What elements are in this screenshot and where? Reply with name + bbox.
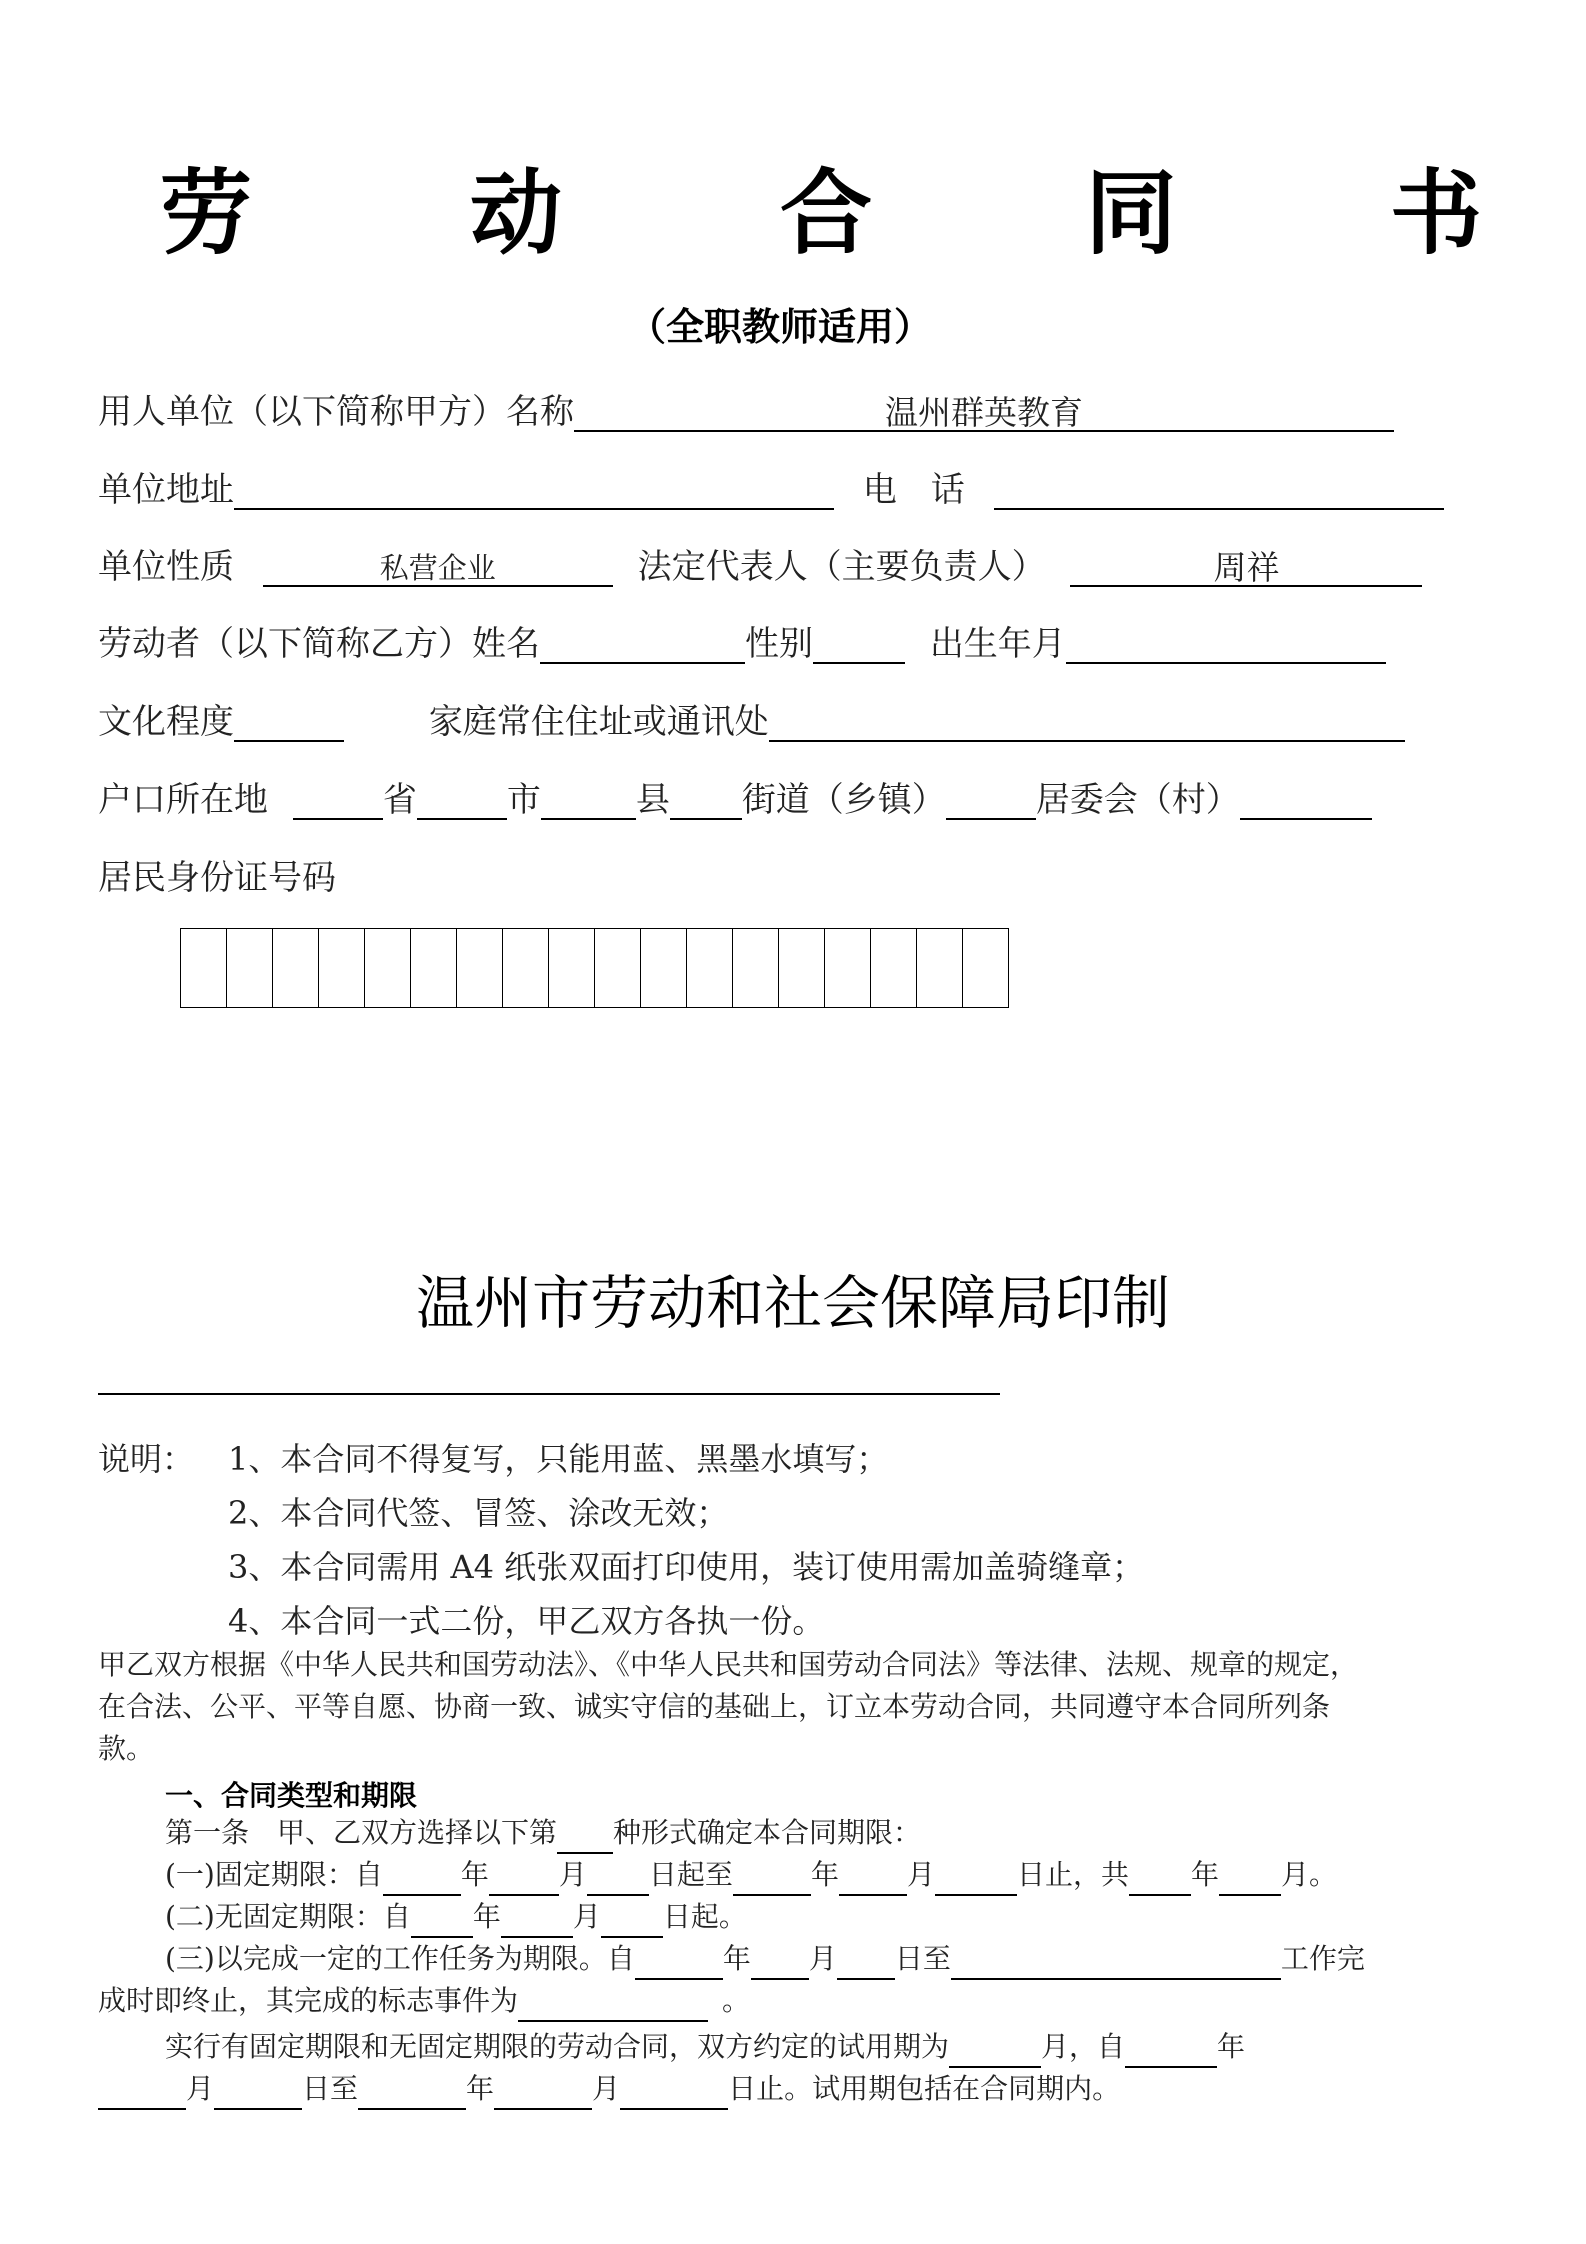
task-term-line-2 (98, 1980, 750, 2022)
id-digit-box[interactable] (779, 929, 825, 1007)
title-char: 书 (1390, 160, 1483, 267)
village-field[interactable] (1240, 782, 1372, 820)
date-field[interactable] (620, 2076, 728, 2110)
street-label: 街道（乡镇） (741, 780, 946, 820)
divider-line (98, 1393, 1000, 1395)
id-digit-box[interactable] (871, 929, 917, 1007)
date-field[interactable] (489, 1862, 559, 1896)
id-digit-box[interactable] (687, 929, 733, 1007)
date-field[interactable] (411, 1904, 473, 1938)
open-term-label: (二)无固定期限：自 (165, 1900, 411, 1933)
city-label: 市 (506, 780, 541, 820)
month-end-label: 月。 (1281, 1858, 1338, 1891)
preamble-line: 在合法、公平、平等自愿、协商一致、诚实守信的基础上，订立本劳动合同，共同遵守本合同所列条 (98, 1690, 1331, 1723)
month-label: 月 (572, 1900, 601, 1933)
street-field[interactable] (670, 782, 742, 820)
probation-label: 实行有固定期限和无固定期限的劳动合同，双方约定的试用期为 (165, 2030, 950, 2063)
probation-line-2 (98, 2068, 1120, 2110)
day-zhi-label: 日至 (894, 1942, 951, 1975)
date-field[interactable] (501, 1904, 573, 1938)
rep-label: 法定代表人（主要负责人） (637, 547, 1046, 587)
employee-name-label: 劳动者（以下简称乙方）姓名 (98, 624, 540, 664)
issuer-name: 温州市劳动和社会保障局印制 (415, 1269, 1170, 1337)
id-digit-box[interactable] (549, 929, 595, 1007)
phone-label: 电 话 (862, 470, 965, 510)
id-label-row (98, 858, 336, 898)
probation-tail: 试用期包括在合同期内。 (812, 2072, 1121, 2105)
employer-address-row (98, 470, 1444, 510)
preamble-line: 甲乙双方根据《中华人民共和国劳动法》、《中华人民共和国劳动合同法》等法律、法规、规章的规定， (98, 1648, 1359, 1681)
education-label: 文化程度 (98, 702, 234, 742)
note-item: 4、本合同一式二份，甲乙双方各执一份。 (228, 1602, 825, 1640)
probation-field[interactable] (949, 2034, 1041, 2068)
id-digit-box[interactable] (273, 929, 319, 1007)
birth-label: 出生年月 (929, 624, 1066, 664)
employer-name-field[interactable]: 温州群英教育 (574, 394, 1394, 432)
employee-name-field[interactable] (540, 626, 745, 664)
title-char: 同 (1085, 160, 1178, 267)
year-label: 年 (472, 1900, 501, 1933)
day-label: 日 (1016, 1858, 1045, 1891)
committee-label: 居委会（村） (1035, 780, 1240, 820)
notes-prefix: 说明： (98, 1440, 195, 1478)
date-field[interactable] (601, 1904, 663, 1938)
committee-field[interactable] (946, 782, 1036, 820)
id-digit-box[interactable] (411, 929, 457, 1007)
month-comma-label: 月，自 (1041, 2030, 1126, 2063)
date-field[interactable] (839, 1862, 907, 1896)
birth-field[interactable] (1066, 626, 1386, 664)
duration-field[interactable] (1219, 1862, 1281, 1896)
rep-field[interactable]: 周祥 (1070, 549, 1422, 587)
gender-label: 性别 (745, 624, 813, 664)
date-field[interactable] (214, 2076, 302, 2110)
address-field[interactable] (234, 472, 834, 510)
id-digit-box[interactable] (825, 929, 871, 1007)
year-label: 年 (1191, 1858, 1220, 1891)
home-label: 家庭常住住址或通讯处 (428, 702, 769, 742)
date-field[interactable] (98, 2076, 186, 2110)
date-field[interactable] (587, 1862, 649, 1896)
period-mark: 。 (722, 1984, 751, 2017)
title-char: 合 (780, 160, 873, 267)
date-field[interactable] (837, 1946, 895, 1980)
end-total-label: 止，共 (1044, 1858, 1129, 1891)
county-field[interactable] (541, 782, 636, 820)
id-digit-box[interactable] (365, 929, 411, 1007)
month-label: 月 (808, 1942, 837, 1975)
task-line2-label: 成时即终止，其完成的标志事件为 (98, 1984, 519, 2017)
education-row (98, 702, 1405, 742)
hukou-row (98, 780, 1372, 820)
subtitle: （全职教师适用） (627, 305, 932, 349)
hukou-label: 户口所在地 (98, 780, 268, 820)
fixed-term-label: (一)固定期限：自 (165, 1858, 383, 1891)
id-digit-box[interactable] (963, 929, 1008, 1007)
id-digit-box[interactable] (733, 929, 779, 1007)
task-done-label: 工作完 (1280, 1942, 1365, 1975)
id-label: 居民身份证号码 (98, 858, 336, 898)
task-field[interactable] (951, 1946, 1281, 1980)
month-label: 月 (558, 1858, 587, 1891)
date-field[interactable] (751, 1946, 809, 1980)
year-label: 年 (460, 1858, 489, 1891)
home-field[interactable] (769, 704, 1405, 742)
qi-label: 起 (676, 1858, 705, 1891)
phone-field[interactable] (994, 472, 1444, 510)
id-digit-box[interactable] (641, 929, 687, 1007)
id-digit-box[interactable] (181, 929, 227, 1007)
employer-nature-row (98, 547, 1422, 587)
id-digit-box[interactable] (227, 929, 273, 1007)
month-label: 月 (906, 1858, 935, 1891)
open-term-line (165, 1896, 747, 1938)
note-item: 1、本合同不得复写，只能用蓝、黑墨水填写； (228, 1440, 889, 1478)
preamble-line: 款。 (98, 1732, 155, 1765)
title-char: 劳 (160, 160, 253, 267)
month-label: 月 (186, 2072, 215, 2105)
day-zhi-label: 日至 (302, 2072, 359, 2105)
article1-text-b: 种形式确定本合同期限： (613, 1816, 922, 1849)
form-choice-field[interactable] (557, 1820, 613, 1854)
duration-field[interactable] (1129, 1862, 1191, 1896)
date-field[interactable] (383, 1862, 461, 1896)
id-digit-box[interactable] (917, 929, 963, 1007)
day-end-label: 日止。 (728, 2072, 813, 2105)
id-digit-box[interactable] (595, 929, 641, 1007)
county-label: 县 (635, 780, 670, 820)
probation-line (165, 2026, 1245, 2068)
year-label: 年 (1217, 2030, 1246, 2063)
task-term-label: (三)以完成一定的工作任务为期限。自 (165, 1942, 635, 1975)
contract-title (0, 140, 1586, 267)
year-label: 年 (722, 1942, 751, 1975)
task-term-line (165, 1938, 1365, 1980)
article-1 (165, 1812, 921, 1854)
id-digit-box[interactable] (457, 929, 503, 1007)
province-field[interactable] (293, 782, 383, 820)
id-number-boxes[interactable] (180, 928, 1009, 1008)
nature-label: 单位性质 (98, 547, 234, 587)
zhi-label: 至 (704, 1858, 733, 1891)
date-field[interactable] (935, 1862, 1017, 1896)
year-label: 年 (810, 1858, 839, 1891)
task-event-field[interactable] (518, 1988, 708, 2022)
date-field[interactable] (635, 1946, 723, 1980)
city-field[interactable] (417, 782, 507, 820)
employer-name-row (98, 392, 1394, 432)
date-field[interactable] (494, 2076, 592, 2110)
day-label: 日 (648, 1858, 677, 1891)
employee-row (98, 624, 1386, 664)
article1-text-a: 第一条 甲、乙双方选择以下第 (165, 1816, 558, 1849)
title-char: 动 (470, 160, 563, 267)
note-item: 3、本合同需用 A4 纸张双面打印使用，装订使用需加盖骑缝章； (228, 1548, 1145, 1586)
address-label: 单位地址 (98, 470, 234, 510)
date-field[interactable] (358, 2076, 466, 2110)
note-item: 2、本合同代签、冒签、涂改无效； (228, 1494, 729, 1532)
id-digit-box[interactable] (319, 929, 365, 1007)
day-qi-label: 日起。 (662, 1900, 747, 1933)
employer-name-label: 用人单位（以下简称甲方）名称 (98, 392, 574, 432)
date-field[interactable] (1125, 2034, 1217, 2068)
nature-field[interactable]: 私营企业 (263, 549, 613, 587)
fixed-term-line (165, 1854, 1337, 1896)
month-label: 月 (592, 2072, 621, 2105)
section-heading: 一、合同类型和期限 (165, 1779, 418, 1812)
id-digit-box[interactable] (503, 929, 549, 1007)
province-label: 省 (382, 780, 417, 820)
gender-field[interactable] (813, 626, 905, 664)
year-label: 年 (466, 2072, 495, 2105)
education-field[interactable] (234, 704, 344, 742)
date-field[interactable] (733, 1862, 811, 1896)
